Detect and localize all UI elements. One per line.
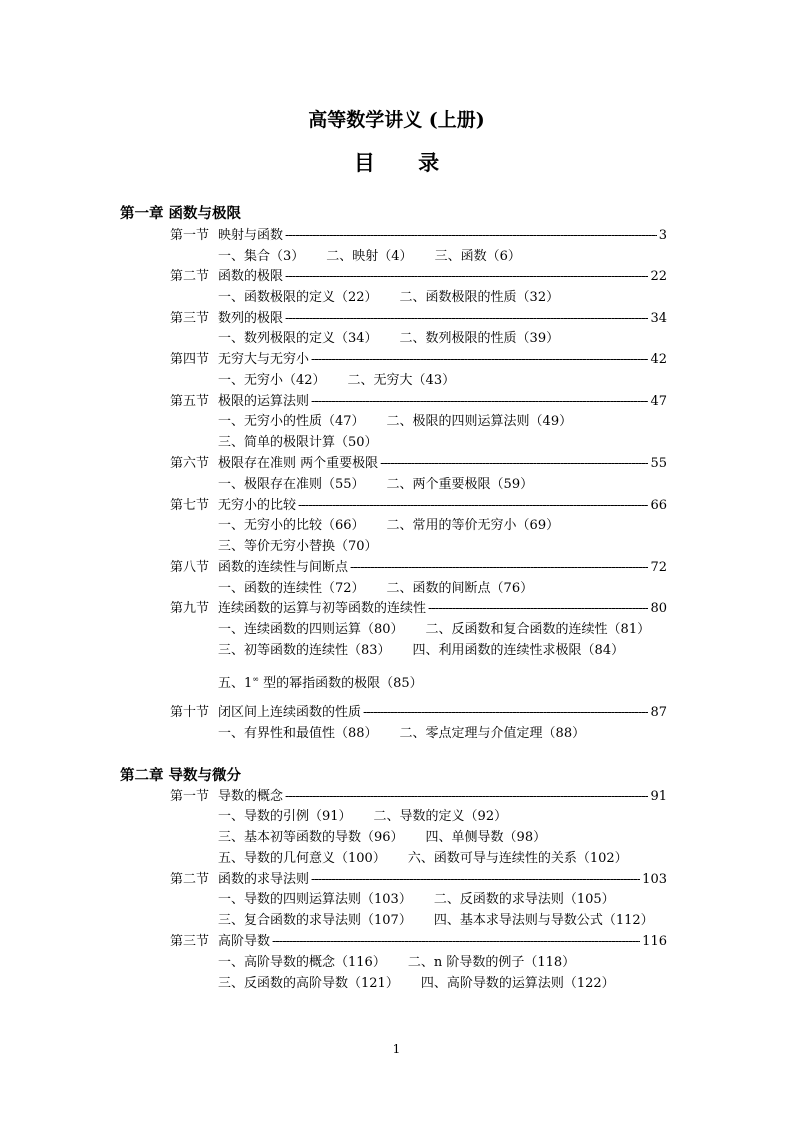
toc-subsection-line: 一、无穷小的性质（47） 二、极限的四则运算法则（49） (218, 414, 573, 429)
toc-subsection-line: 三、等价无穷小替换（70） (218, 539, 378, 554)
toc-subsection-line: 一、无穷小（42） 二、无穷大（43） (218, 373, 456, 388)
toc-section-2-2[interactable]: 第二节 函数的求导法则 ----- 103 (170, 868, 667, 887)
toc-subsection-line: 五、导数的几何意义（100） 六、函数可导与连续性的关系（102） (218, 851, 628, 866)
toc-section-1-7[interactable]: 第七节 无穷小的比较 ----- 66 (170, 494, 667, 513)
chapter-heading: 第二章 导数与微分 (120, 767, 242, 784)
page-ref: 47 (650, 394, 667, 409)
toc-heading: 目 录 (353, 150, 458, 175)
toc-section-1-9[interactable]: 第九节 连续函数的运算与初等函数的连续性 ----- 80 (170, 597, 667, 616)
toc-section-1-8[interactable]: 第八节 函数的连续性与间断点 ----- 72 (170, 556, 667, 575)
toc-subsection-line: 一、连续函数的四则运算（80） 二、反函数和复合函数的连续性（81） (218, 622, 651, 637)
toc-subsection-line: 三、初等函数的连续性（83） 四、利用函数的连续性求极限（84） (218, 643, 625, 658)
toc-section-1-5[interactable]: 第五节 极限的运算法则 ----- 47 (170, 390, 667, 409)
toc-subsection-line: 一、高阶导数的概念（116） 二、n 阶导数的例子（118） (218, 955, 576, 970)
dot-leader (285, 269, 648, 284)
toc-subsection-line: 一、有界性和最值性（88） 二、零点定理与介值定理（88） (218, 726, 586, 741)
toc-subsection-line: 一、导数的四则运算法则（103） 二、反函数的求导法则（105） (218, 892, 615, 907)
toc-section-1-2[interactable]: 第二节 函数的极限 ----- 22 (170, 265, 667, 284)
toc-subsection-line: 一、数列极限的定义（34） 二、数列极限的性质（39） (218, 331, 560, 346)
toc-section-2-1[interactable]: 第一节 导数的概念 ----- 91 (170, 785, 667, 804)
chapter-heading: 第一章 函数与极限 (120, 205, 242, 222)
toc-subsection-line: 五、1∞ 型的幂指函数的极限（85） (218, 674, 423, 691)
dot-leader (272, 934, 640, 949)
document-title: 高等数学讲义 (上册) (308, 109, 485, 131)
toc-subsection-line: 三、反函数的高阶导数（121） 四、高阶导数的运算法则（122） (218, 976, 615, 991)
page-ref: 55 (650, 456, 667, 471)
toc-subsection-line: 一、函数的连续性（72） 二、函数的间断点（76） (218, 581, 534, 596)
page-ref: 87 (650, 705, 667, 720)
toc-subsection-line: 一、无穷小的比较（66） 二、常用的等价无穷小（69） (218, 518, 560, 533)
dot-leader (311, 352, 648, 367)
page-ref: 72 (650, 560, 667, 575)
page-ref: 34 (650, 311, 667, 326)
toc-subsection-line: 一、极限存在准则（55） 二、两个重要极限（59） (218, 477, 534, 492)
dot-leader (311, 872, 640, 887)
toc-subsection-line: 一、导数的引例（91） 二、导数的定义（92） (218, 809, 508, 824)
page-ref: 66 (650, 498, 667, 513)
toc-subsection-line: 一、集合（3） 二、映射（4） 三、函数（6） (218, 249, 521, 264)
dot-leader (285, 228, 657, 243)
page-ref: 116 (642, 934, 667, 949)
toc-section-1-3[interactable]: 第三节 数列的极限 ----- 34 (170, 307, 667, 326)
dot-leader (350, 560, 648, 575)
dot-leader (298, 498, 648, 513)
toc-section-1-10[interactable]: 第十节 闭区间上连续函数的性质 ----- 87 (170, 701, 667, 720)
dot-leader (285, 311, 648, 326)
dot-leader (285, 789, 648, 804)
page-ref: 3 (658, 228, 667, 243)
page-ref: 80 (650, 601, 667, 616)
page-ref: 42 (650, 352, 667, 367)
page-ref: 103 (642, 872, 667, 887)
toc-section-2-3[interactable]: 第三节 高阶导数 ----- 116 (170, 930, 667, 949)
page-ref: 22 (650, 269, 667, 284)
toc-subsection-line: 一、函数极限的定义（22） 二、函数极限的性质（32） (218, 290, 560, 305)
page-number: 1 (392, 1042, 401, 1056)
toc-section-1-4[interactable]: 第四节 无穷大与无穷小 ----- 42 (170, 348, 667, 367)
toc-subsection-line: 三、基本初等函数的导数（96） 四、单侧导数（98） (218, 830, 547, 845)
dot-leader (380, 456, 648, 471)
toc-subsection-line: 三、简单的极限计算（50） (218, 435, 378, 450)
dot-leader (428, 601, 648, 616)
toc-subsection-line: 三、复合函数的求导法则（107） 四、基本求导法则与导数公式（112） (218, 913, 654, 928)
toc-section-1-6[interactable]: 第六节 极限存在准则 两个重要极限 ----- 55 (170, 452, 667, 471)
page-ref: 91 (650, 789, 667, 804)
toc-section-1-1[interactable]: 第一节 映射与函数 ----- 3 (170, 224, 667, 243)
dot-leader (311, 394, 648, 409)
dot-leader (363, 705, 648, 720)
